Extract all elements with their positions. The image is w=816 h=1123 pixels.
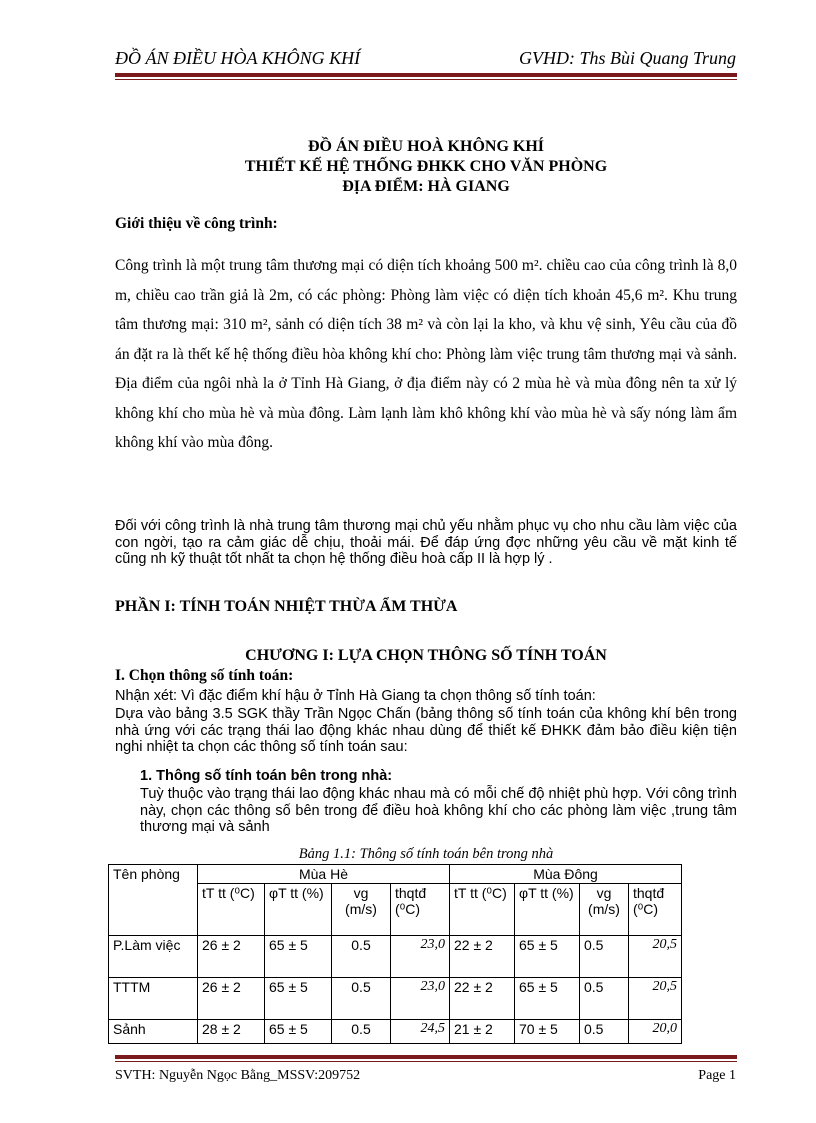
cell: TTTM bbox=[109, 978, 198, 1020]
footer-left: SVTH: Nguyễn Ngọc Bằng_MSSV:209752 bbox=[115, 1068, 361, 1083]
footer-rule-thin bbox=[115, 1061, 737, 1062]
sub-header: tT tt (⁰C) bbox=[450, 884, 515, 936]
header-right: GVHD: Ths Bùi Quang Trung bbox=[518, 48, 736, 68]
sub-header: thqtđ (⁰C) bbox=[629, 884, 682, 936]
cell: 0.5 bbox=[332, 936, 391, 978]
table-row bbox=[109, 936, 682, 978]
winter-header: Mùa Đông bbox=[450, 865, 682, 884]
col-room-header: Tên phòng bbox=[109, 865, 198, 936]
item1-paragraph: Tuỳ thuộc vào trạng thái lao động khác nhau mà có mỗi chế độ nhiệt phù hợp. Với công trình này, chọn các thông số bên trong để điều hoà không khí cho các phòng làm việc ,trung tâm thương mại và sảnh bbox=[140, 786, 737, 835]
cell: 20,5 bbox=[629, 936, 682, 978]
cell: 0.5 bbox=[332, 1020, 391, 1044]
sub-header: φT tt (%) bbox=[265, 884, 332, 936]
cell: 24,5 bbox=[391, 1020, 450, 1044]
header-rule bbox=[115, 73, 737, 77]
cell: 20,0 bbox=[629, 1020, 682, 1044]
cell: 26 ± 2 bbox=[198, 936, 265, 978]
cell: 0.5 bbox=[580, 936, 629, 978]
nhan-xet: Nhận xét: Vì đặc điểm khí hậu ở Tỉnh Hà Giang ta chọn thông số tính toán: bbox=[115, 688, 596, 704]
cell: 28 ± 2 bbox=[198, 1020, 265, 1044]
paragraph-2: Đối với công trình là nhà trung tâm thương mại chủ yếu nhằm phục vụ cho nhu cầu làm việc của con ngời, tạo ra cảm giác dễ chịu, thoải mái. Để đáp ứng đợc những yêu cầu về mặt kinh tế cũng nh kỹ thuật tốt nhất ta chọn hệ thống điều hoà cấp II là hợp lý . bbox=[115, 518, 737, 567]
cell: 65 ± 5 bbox=[515, 936, 580, 978]
intro-paragraph: Công trình là một trung tâm thương mại có diện tích khoảng 500 m². chiều cao của công trình là 8,0 m, chiều cao trần giả là 2m, có các phòng: Phòng làm việc có diện tích khoản 45,6 m². Khu trung tâm thương mại: 310 m², sảnh có diện tích 38 m² và còn lại la kho, và khu vệ sinh, Yêu cầu của đồ án đặt ra là thết kế hệ thống điều hòa không khí cho: Phòng làm việc trung tâm thương mại và sảnh. Địa điểm của ngôi nhà la ở Tỉnh Hà Giang, ở địa điểm này có 2 mùa hè và mùa đông nên ta xử lý không khí cho mùa hè và mùa đông. Làm lạnh làm khô không khí vào mùa hè và sấy nóng làm ẩm không khí vào mùa đông. bbox=[115, 257, 737, 451]
cell: 20,5 bbox=[629, 978, 682, 1020]
table-caption: Bảng 1.1: Thông số tính toán bên trong nhà bbox=[298, 846, 554, 862]
table-row bbox=[109, 1020, 682, 1044]
sub-header: thqtđ (⁰C) bbox=[391, 884, 450, 936]
sub-header: vg (m/s) bbox=[580, 884, 629, 936]
chapter-title: CHƯƠNG I: LỰA CHỌN THÔNG SỐ TÍNH TOÁN bbox=[245, 647, 607, 664]
part-title: PHẦN I: TÍNH TOÁN NHIỆT THỪA ẨM THỪA bbox=[115, 598, 458, 615]
header-rule-thin bbox=[115, 79, 737, 80]
cell: 0.5 bbox=[332, 978, 391, 1020]
doc-title-2: THIẾT KẾ HỆ THỐNG ĐHKK CHO VĂN PHÒNG bbox=[244, 158, 608, 175]
cell: 22 ± 2 bbox=[450, 978, 515, 1020]
cell: P.Làm việc bbox=[109, 936, 198, 978]
cell: 26 ± 2 bbox=[198, 978, 265, 1020]
item1-heading: 1. Thông số tính toán bên trong nhà: bbox=[140, 768, 393, 784]
dua-vao-paragraph: Dựa vào bảng 3.5 SGK thầy Trần Ngọc Chấn (bảng thông số tính toán của không khí bên trong nhà ứng với các trạng thái lao động khác nhau dùng để thiết kế ĐHKK đảm bảo điều kiện tiện nghi nhiệt ta chọn các thông số tính toán sau: bbox=[115, 706, 737, 755]
cell: 23,0 bbox=[391, 936, 450, 978]
section-heading: I. Chọn thông số tính toán: bbox=[115, 667, 294, 684]
page-number: Page 1 bbox=[698, 1068, 736, 1083]
sub-header: vg (m/s) bbox=[332, 884, 391, 936]
cell: Sảnh bbox=[109, 1020, 198, 1044]
header-left: ĐỒ ÁN ĐIỀU HÒA KHÔNG KHÍ bbox=[115, 48, 361, 68]
cell: 65 ± 5 bbox=[265, 978, 332, 1020]
table-row bbox=[109, 978, 682, 1020]
cell: 65 ± 5 bbox=[265, 1020, 332, 1044]
parameter-table bbox=[108, 864, 682, 1044]
cell: 21 ± 2 bbox=[450, 1020, 515, 1044]
cell: 65 ± 5 bbox=[515, 978, 580, 1020]
doc-title-3: ĐỊA ĐIỂM: HÀ GIANG bbox=[342, 178, 510, 195]
footer-rule bbox=[115, 1055, 737, 1059]
sub-header: tT tt (⁰C) bbox=[198, 884, 265, 936]
cell: 0.5 bbox=[580, 978, 629, 1020]
doc-title-1: ĐỒ ÁN ĐIỀU HOÀ KHÔNG KHÍ bbox=[307, 138, 544, 155]
cell: 70 ± 5 bbox=[515, 1020, 580, 1044]
cell: 23,0 bbox=[391, 978, 450, 1020]
cell: 22 ± 2 bbox=[450, 936, 515, 978]
summer-header: Mùa Hè bbox=[198, 865, 450, 884]
sub-header: φT tt (%) bbox=[515, 884, 580, 936]
cell: 65 ± 5 bbox=[265, 936, 332, 978]
intro-heading: Giới thiệu về công trình: bbox=[115, 215, 278, 232]
cell: 0.5 bbox=[580, 1020, 629, 1044]
